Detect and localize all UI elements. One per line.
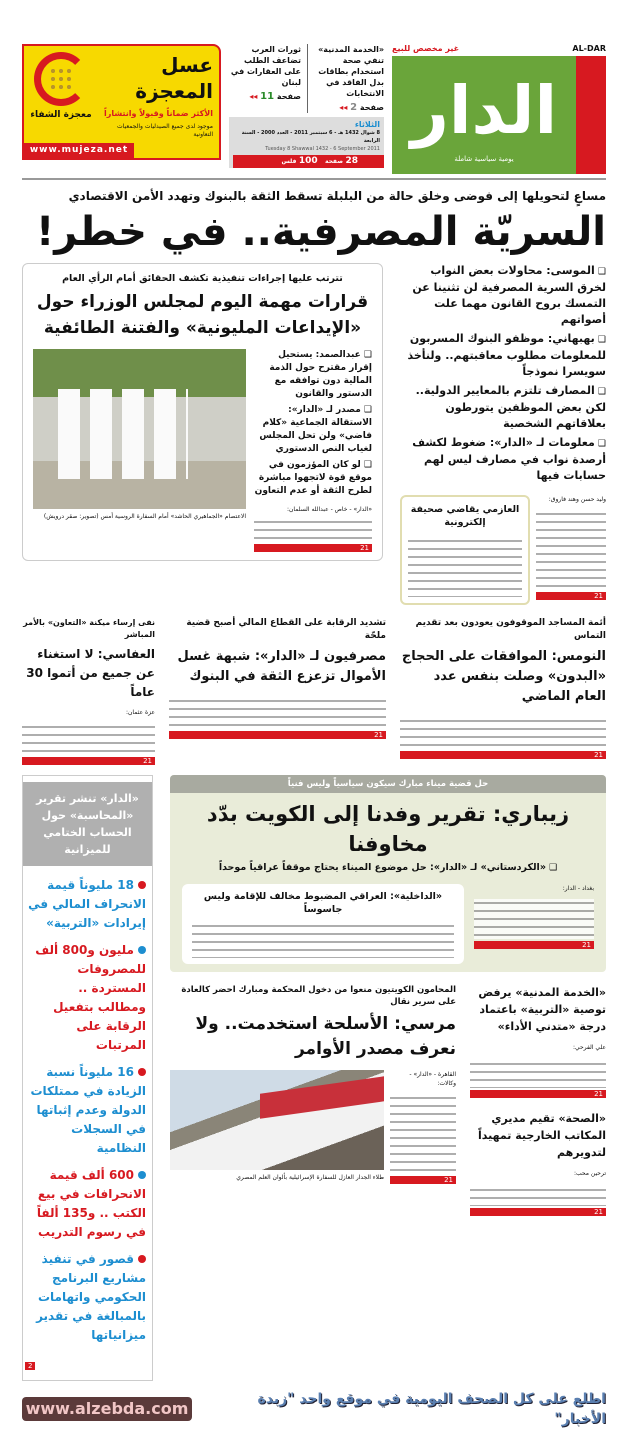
text: فلس [281, 158, 297, 165]
masthead [392, 44, 606, 174]
text [392, 56, 576, 174]
text [400, 263, 606, 605]
text: القاهرة - «الدار» - وكالات: [409, 1071, 456, 1087]
text: 18 مليوناً قيمة الانحراف المالي في إيرادات «التربية» [28, 878, 146, 930]
text [138, 881, 146, 889]
header [22, 44, 606, 180]
text: عسل المعجزة [135, 53, 213, 103]
page-ref[interactable]: 21 [474, 941, 594, 949]
text: «الخدمة المدنية» تنفي صحة استخدام بطاقات بدل الفاقد في الانتخابات [318, 45, 384, 98]
text: مصرفيون لـ «الدار»: شبهة غسل الأموال تزعزع الثقة في البنوك [177, 649, 386, 684]
sidebar-item [27, 1250, 146, 1345]
text: أئمة المساجد الموقوفون يعودون بعد تقديم التماس [415, 618, 606, 641]
text: موجود لدى جميع الصيدليات والجمعيات التعاونية [117, 123, 213, 138]
text: 28 [345, 156, 358, 166]
photo-caption: الاعتصام «الجماهيري الحاشد» أمام السفارة الروسية أمس (تصوير: صقر درويش) [43, 513, 246, 520]
body-text [390, 1094, 456, 1174]
text: 600 ألف قيمة الانحرافات في بيع الكتب .. و135 ألفاً في رسوم التدريب [36, 1168, 146, 1239]
honeycomb-icon [49, 67, 73, 91]
text [23, 876, 152, 1353]
text: ترحين محب: [574, 1170, 606, 1177]
text [170, 878, 606, 964]
footer-promo[interactable]: اطلع على كل الصحف اليومية في موقع واحد "زبدة الأخبار" [257, 1391, 606, 1427]
photo-caption: طلاء الجدار العازل للسفارة الإسرائيلية بألوان العلم المصري [236, 1174, 384, 1181]
text: 11 [260, 91, 275, 102]
text [392, 44, 606, 53]
story-money-laundering[interactable] [169, 617, 386, 739]
zebari-headline[interactable]: زيباري: تقرير وفدنا إلى الكويت بدّد مخاوفنا [206, 802, 570, 856]
text [170, 1070, 384, 1182]
body-text [254, 518, 372, 542]
text: ❑ المصارف تلتزم بالمعايير الدولية.. لكن بعض الموظفين يتورطون بعلاقاتهم الشخصية [400, 383, 606, 432]
page-ref[interactable]: 21 [254, 544, 372, 552]
text [30, 52, 92, 120]
text [392, 56, 606, 174]
text: صفحة [276, 92, 301, 101]
teaser-arab-revolutions[interactable] [229, 44, 301, 102]
text: ثورات العرب تضاعف الطلب على العقارات في لبنان [230, 45, 301, 87]
text: حل قضية ميناء مبارك سيكون سياسياً وليس فنياً [170, 775, 606, 793]
text: تشديد الرقابة على القطاع المالي أصبح قضية ملحّة [186, 618, 386, 641]
ad-url: www.mujeza.net [24, 143, 134, 158]
cabinet-story [22, 263, 383, 561]
masthead-tagline: يومية سياسية شاملة [454, 155, 514, 163]
text [390, 1070, 456, 1184]
text [138, 1171, 146, 1179]
body-text [400, 717, 606, 749]
text: 8 شوال 1432 هـ - 6 سبتمبر 2011 - العدد 2000 - السنة الرابعة [241, 130, 380, 144]
text: ◂◂ [339, 103, 348, 112]
mursi-headline[interactable]: مرسي: الأسلحة استخدمت.. ولا نعرف مصدر الأوامر [195, 1014, 456, 1059]
story-health[interactable] [470, 1110, 606, 1216]
text: ❑ عبدالصمد: يستحيل إقرار مقترح حول الذمة المالية دون توافقه مع الدستور والقانون [254, 349, 372, 401]
page-ref[interactable]: 21 [470, 1208, 606, 1216]
teaser-page-ref [312, 102, 384, 113]
body-text [169, 697, 386, 729]
page-ref[interactable]: 21 [536, 592, 606, 600]
text [22, 775, 606, 1381]
teaser-page-ref [229, 91, 301, 102]
text [229, 44, 384, 168]
sidebar-item [27, 941, 146, 1055]
text [229, 44, 384, 113]
text: «الصحة» تقيم مديري المكاتب الخارجية تمهيداً لتدويرهم [478, 1112, 606, 1159]
text [260, 1076, 384, 1118]
sidebar-item [27, 1063, 146, 1158]
text: المحامون الكويتيون منعوا من دخول المحكمة ومبارك احضر كالعادة على سرير نقال [181, 985, 456, 1007]
text: «الداخلية»: العراقي المضبوط مخالف للإقامة وليس جاسوساً [203, 891, 443, 915]
story-mursi [170, 984, 456, 1184]
text: عزة عثمان: [125, 709, 155, 716]
text [58, 389, 188, 479]
text [96, 52, 213, 139]
text [138, 1068, 146, 1076]
text [24, 46, 219, 143]
lead-headline[interactable]: السريّة المصرفية.. في خطر! [36, 209, 606, 255]
text: نفى إرساء ميكنة «التعاون» بالأمر المباشر [23, 618, 155, 639]
text: ❑ الموسى: محاولات بعض النواب لخرق السرية المصرفية لن تثنينا عن التمسك بروح القانون مهما علت أصواتهم [400, 263, 606, 328]
text [33, 349, 372, 552]
masthead-latin: AL-DAR [572, 44, 606, 53]
inset-box[interactable] [400, 495, 530, 605]
body-text [408, 537, 522, 597]
text [254, 349, 372, 552]
honey-ad[interactable] [22, 44, 221, 160]
story-civil-service[interactable] [470, 984, 606, 1098]
text: ❑ مصدر لـ «الدار»: الاستقالة الجماعية «كلام فاضي» ولن تحل المجلس لغياب النص الدستوري [254, 404, 372, 456]
text: 100 [298, 156, 318, 166]
text [22, 263, 606, 605]
text [33, 349, 246, 521]
text: «الدار» - خاص - عبدالله السلمان: [286, 506, 372, 513]
interior-inset[interactable] [182, 884, 464, 964]
embassy-wall-photo[interactable] [170, 1070, 384, 1170]
text: ◂◂ [249, 92, 258, 101]
cabinet-headline[interactable]: قرارات مهمة اليوم لمجلس الوزراء حول «الإيداعات المليونية» والفتنة الطائفية [36, 292, 369, 338]
text [170, 775, 606, 1216]
text: بغداد - الدار: [562, 885, 594, 892]
story-afasi[interactable] [22, 617, 155, 765]
text: «الخدمة المدنية» يرفض توصية «التربية» باعتماد درجة «متدني الأداء» [478, 986, 606, 1033]
text: 16 مليوناً نسبة الزيادة في ممتلكات الدولة وعدم إثباتها في السجلات النظامية [30, 1065, 146, 1155]
text [536, 495, 606, 600]
text [470, 984, 606, 1216]
body-text [536, 510, 606, 590]
sidebar-item [27, 876, 146, 933]
text: «الدار» تنشر تقرير «المحاسبة» حول الحساب الختامي للميزانية [23, 782, 152, 866]
text: علي الفرحي: [572, 1044, 606, 1051]
footer-url[interactable]: www.alzebda.com [22, 1397, 192, 1421]
text [22, 1389, 606, 1429]
text: ❑ «الكردستاني» لـ «الدار»: حل موضوع الميناء يحتاج موقفاً عراقياً موحداً [170, 861, 606, 875]
body-text [470, 1186, 606, 1206]
text [170, 984, 606, 1216]
body-text [470, 1060, 606, 1088]
text [23, 1353, 152, 1372]
body-text [22, 723, 155, 755]
text: العازمي يقاضي صحيفة إلكترونية [410, 504, 520, 528]
page-ref[interactable]: 21 [22, 757, 155, 765]
text [233, 155, 384, 168]
body-text [192, 922, 454, 958]
sidebar-item [27, 1166, 146, 1242]
audit-sidebar [22, 775, 153, 1381]
text: النومس: الموافقات على الحجاج «البدون» وصلت بنفس عدد العام الماضي [401, 649, 606, 704]
page-ref[interactable]: 21 [169, 731, 386, 739]
text: تترتب عليها إجراءات تنفيذية تكشف الحقائق أمام الرأي العام [62, 273, 343, 284]
text [576, 56, 606, 174]
text [24, 143, 219, 158]
not-for-sale: غير مخصص للبيع [392, 44, 460, 53]
masthead-logo: الدار [410, 72, 558, 149]
text: قصور في تنفيذ مشاريع البرنامج الحكومي واتهامات بالمبالغة في تقدير ميزانياتها [36, 1252, 146, 1342]
page-ref[interactable]: 21 [470, 1090, 606, 1098]
page-ref[interactable]: 2 [25, 1362, 35, 1370]
teaser-civil-service[interactable] [307, 44, 384, 113]
text [138, 946, 146, 954]
lead-byline: وليد حسن وهند فاروق: [548, 496, 606, 503]
text: 2 [350, 102, 358, 113]
text: Tuesday 8 Shawwal 1432 - 6 September 2011 [265, 146, 380, 152]
dateline [229, 117, 384, 168]
text: العفاسي: لا استغناء عن جميع من أتموا 30 عاماً [26, 647, 155, 699]
text: ❑ بهبهاني: موظفو البنوك المسربون للمعلومات مطلوب معاقبتهم.. ولنأخذ سويسرا نموذجاً [400, 331, 606, 380]
protest-photo[interactable] [33, 349, 246, 509]
zebari-story [170, 775, 606, 972]
text: الأكثر ضماناً وقبولاً وانتشاراً [104, 109, 213, 118]
text: ❑ لو كان المؤزمون في موقع قوة لاتجهوا مباشرة لطرح الثقة أو عدم التعاون [254, 459, 372, 498]
text: الثلاثاء [354, 120, 380, 129]
lead-bullets [400, 263, 606, 487]
text: صفحة [324, 158, 344, 165]
page-ref[interactable]: 21 [400, 751, 606, 759]
lead-kicker: مساعٍ لتحويلها إلى فوضى وخلق حالة من البلبلة تسقط الثقة بالبنوك وتهدد الأمن الاقتصادي [68, 189, 606, 203]
page-ref[interactable]: 21 [390, 1176, 456, 1184]
text: مليون و800 ألف للمصروفات المستردة .. ومطالب بتفعيل الرقابة على المرتبات [35, 943, 146, 1052]
crescent-logo [34, 52, 88, 106]
text [22, 617, 606, 765]
text [138, 1255, 146, 1263]
text [170, 1070, 456, 1184]
text: صفحة [359, 103, 384, 112]
body-text [474, 899, 594, 939]
text [474, 884, 594, 949]
text [400, 495, 606, 605]
story-hajj[interactable] [400, 617, 606, 759]
text: ❑ معلومات لـ «الدار»: ضغوط لكشف أرصدة نواب في مصارف ليس لهم حسابات فيها [400, 435, 606, 484]
text: معجزة الشفاء [30, 110, 92, 120]
